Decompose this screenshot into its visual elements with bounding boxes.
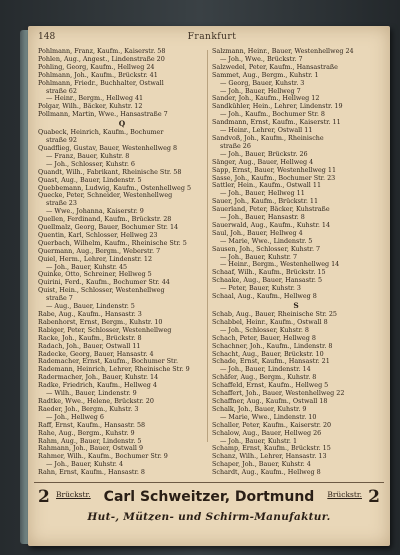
directory-entry: — Franz, Bauer, Kuhstr. 8 bbox=[46, 151, 130, 160]
directory-entry: Schalk, Joh., Bauer, Kuhstr. 9 bbox=[212, 404, 307, 413]
directory-entry: Schach, Peter, Bauer, Hellweg 8 bbox=[212, 333, 316, 342]
directory-entry: Schaller, Peter, Kaufm., Kaiserstr. 20 bbox=[212, 420, 332, 429]
directory-entry: — Joh., Kaufm., Bochumer Str. 8 bbox=[220, 110, 325, 119]
directory-entry: — Marie, Wwe., Lindenstr. 5 bbox=[220, 236, 313, 245]
directory-entry: Raeder, Joh., Bergm., Kuhstr. 3 bbox=[38, 404, 139, 413]
directory-entry: Rademacher, Ernst, Kaufm., Bochumer Str. bbox=[38, 357, 178, 366]
directory-entry: Schaffert, Joh., Bauer, Westenhellweg 22 bbox=[212, 389, 345, 398]
directory-entry: — Joh., Bauer, Hansastr. 8 bbox=[220, 213, 305, 222]
directory-entry: — Joh., Bauer, Kuhstr. 4 bbox=[46, 460, 124, 469]
directory-entry: — Joh., Schlosser, Kuhstr. 8 bbox=[220, 325, 309, 334]
directory-entry: Sauerland, Peter, Bäcker, Kuhstraße bbox=[212, 205, 330, 214]
directory-entry: Rabiger, Peter, Schlosser, Westenhellweg bbox=[38, 325, 172, 334]
directory-entry: Pohlmann, Franz, Kaufm., Kaiserstr. 58 bbox=[38, 47, 166, 55]
directory-entry: Sattler, Hein., Kaufm., Ostwall 11 bbox=[212, 181, 322, 190]
directory-entry: Quellen, Ferdinand, Kaufm., Brückstr. 28 bbox=[38, 215, 172, 224]
directory-entry: Schaffeld, Ernst, Kaufm., Hellweg 5 bbox=[212, 381, 329, 390]
directory-entry: Schabbel, Heinr., Kaufm., Ostwall 8 bbox=[212, 317, 328, 326]
directory-entry: straße 62 bbox=[46, 86, 77, 95]
directory-entry: Quist, Hein., Schlosser, Westenhellweg bbox=[38, 286, 165, 295]
directory-entry: — Heinr., Bergm., Hellweg 41 bbox=[46, 94, 144, 103]
directory-entry: Radach, Joh., Bauer, Ostwall 11 bbox=[38, 341, 141, 350]
directory-entry: Schalow, Aug., Bauer, Hellweg 26 bbox=[212, 428, 322, 437]
directory-entry: Quast, Aug., Bauer, Lindenstr. 5 bbox=[38, 175, 142, 184]
directory-entry: Quellmalz, Georg, Bauer, Bochumer Str. 14 bbox=[38, 223, 179, 232]
section-letter: S bbox=[293, 301, 299, 310]
directory-entry: Sammet, Aug., Bergm., Kuhstr. 1 bbox=[212, 70, 319, 79]
ad-street-left: Brückstr. bbox=[56, 490, 91, 499]
directory-entry: Racke, Joh., Kaufm., Brückstr. 8 bbox=[38, 333, 142, 342]
directory-entry: Quiel, Herm., Lehrer, Lindenstr. 12 bbox=[38, 254, 153, 263]
page-number: 148 bbox=[38, 32, 56, 42]
left-column bbox=[38, 47, 206, 477]
directory-entry: Quadflieg, Gustav, Bauer, Westenhellweg 8 bbox=[38, 143, 178, 152]
running-head: Frankfurt bbox=[187, 32, 237, 42]
directory-entry: Polgar, Wilh., Bäcker, Kuhstr. 12 bbox=[38, 102, 143, 111]
directory-entry: Sandmann, Ernst, Kaufm., Kaiserstr. 11 bbox=[212, 118, 341, 127]
directory-entry: Sänger, Aug., Bauer, Hellweg 4 bbox=[212, 157, 314, 166]
directory-entry: Rahmer, Wilh., Kaufm., Bochumer Str. 9 bbox=[38, 452, 168, 461]
directory-entry: Rabenhorst, Ernst, Bergm., Kuhstr. 10 bbox=[38, 317, 163, 326]
directory-entry: Quinke, Otto, Schreiner, Hellweg 5 bbox=[38, 270, 152, 279]
directory-entry: Quandt, Wilh., Fabrikant, Rheinische Str. 58 bbox=[38, 167, 182, 176]
directory-entry: Sasse, Joh., Kaufm., Bochumer Str. 23 bbox=[212, 173, 336, 182]
directory-entry: Radke, Friedrich, Kaufm., Hellweg 4 bbox=[38, 381, 157, 390]
directory-entry: Rademann, Heinrich, Lehrer, Rheinische Str. 9 bbox=[38, 365, 190, 374]
directory-entry: — Marie, Wwe., Lindenstr. 10 bbox=[220, 412, 317, 421]
directory-entry: — Joh., Bauer, Kuhstr. 45 bbox=[46, 262, 128, 271]
directory-entry: Schachner, Joh., Kaufm., Lindenstr. 8 bbox=[212, 341, 333, 350]
ad-street-right: Brückstr. bbox=[327, 490, 362, 499]
directory-entry: — Wwe., Johanna, Kaiserstr. 9 bbox=[46, 207, 144, 216]
directory-entry: Schaffner, Aug., Kaufm., Ostwall 18 bbox=[212, 396, 328, 405]
directory-entry: Rahe, Aug., Bergm., Kuhstr. 9 bbox=[38, 428, 135, 437]
directory-entry: — Joh., Bauer, Kuhstr. 1 bbox=[220, 436, 298, 445]
advertisement-banner bbox=[34, 482, 384, 535]
directory-entry: Radermacher, Joh., Bauer, Kuhstr. 14 bbox=[38, 373, 159, 382]
directory-entry: straße 92 bbox=[46, 136, 77, 145]
directory-entry: Schaper, Joh., Bauer, Kuhstr. 4 bbox=[212, 460, 311, 469]
directory-entry: Pohlmann, Friedr., Buchhalter, Ostwall bbox=[38, 78, 164, 87]
directory-entry: Quermann, Aug., Bergm., Weberstr. 7 bbox=[38, 246, 161, 255]
directory-entry: Schamp, Ernst, Kaufm., Brückstr. 15 bbox=[212, 444, 331, 453]
directory-entry: Pohlen, Aug., Angest., Lindenstraße 20 bbox=[38, 54, 165, 63]
directory-entry: — Wilh., Bauer, Lindenstr. 9 bbox=[46, 389, 137, 398]
book-page bbox=[28, 26, 390, 546]
directory-entry: Sausen, Joh., Schlosser, Kuhstr. 7 bbox=[212, 244, 321, 253]
directory-entry: Rahn, Ernst, Kaufm., Hansastr. 8 bbox=[38, 468, 145, 477]
directory-entry: Saul, Joh., Bauer, Hellweg 4 bbox=[212, 228, 303, 237]
directory-entry: Schacht, Aug., Bauer, Brückstr. 10 bbox=[212, 349, 324, 358]
ad-house-number-left: 2 bbox=[38, 487, 50, 507]
directory-entry: Sauer, Joh., Kaufm., Brückstr. 11 bbox=[212, 197, 319, 206]
directory-entry: Schaake, Aug., Bauer, Hansastr. 5 bbox=[212, 276, 323, 285]
directory-entry: Radtke, Wwe., Helene, Brückstr. 20 bbox=[38, 396, 154, 405]
directory-entry: Pollmann, Martin, Wwe., Hansastraße 7 bbox=[38, 110, 168, 119]
directory-entry: Sandkühler, Hein., Lehrer, Lindenstr. 19 bbox=[212, 102, 343, 111]
directory-entry: — Joh., Bauer, Kuhstr. 7 bbox=[220, 252, 298, 261]
directory-entry: straße 26 bbox=[220, 141, 251, 150]
column-divider bbox=[207, 50, 208, 442]
directory-entry: Salzwedel, Peter, Kaufm., Hansastraße bbox=[212, 62, 338, 71]
directory-entry: Sandvoß, Joh., Kaufm., Rheinische bbox=[212, 133, 324, 142]
directory-entry: — Heinr., Bergm., Westenhellweg 14 bbox=[220, 260, 340, 269]
directory-entry: — Georg, Bauer, Kuhstr. 3 bbox=[220, 78, 305, 87]
directory-entry: Schab, Aug., Bauer, Rheinische Str. 25 bbox=[212, 310, 337, 318]
page-header bbox=[38, 32, 386, 44]
directory-entry: — Joh., Schlosser, Kuhstr. 6 bbox=[46, 159, 135, 168]
directory-entry: straße 7 bbox=[46, 294, 73, 303]
directory-entry: — Joh., Bauer, Hellweg 11 bbox=[220, 189, 305, 198]
directory-entry: Schaaf, Wilh., Kaufm., Brückstr. 15 bbox=[212, 268, 326, 277]
directory-entry: — Joh., Bauer, Lindenstr. 14 bbox=[220, 365, 311, 374]
ad-tagline: Hut-, Mützen- und Schirm-Manufaktur. bbox=[87, 511, 331, 523]
directory-entry: Raff, Ernst, Kaufm., Hansastr. 58 bbox=[38, 420, 146, 429]
advertisement-headline bbox=[34, 487, 384, 507]
directory-entry: Quecke, Peter, Schneider, Westenhellweg bbox=[38, 191, 173, 200]
section-letter: Q bbox=[118, 119, 126, 129]
directory-entry: straße 23 bbox=[46, 199, 77, 208]
directory-entry: — Joh., Bauer, Brückstr. 26 bbox=[220, 149, 308, 158]
ad-company-name: Carl Schweitzer, Dortmund bbox=[103, 489, 315, 505]
directory-entry: — Joh., Wwe., Brückstr. 7 bbox=[220, 54, 303, 63]
directory-entry: Schardt, Aug., Kaufm., Hellweg 8 bbox=[212, 468, 321, 477]
directory-entry: — Heinr., Lehrer, Ostwall 11 bbox=[220, 126, 313, 135]
directory-entry: Salzmann, Heinr., Bauer, Westenhellweg 24 bbox=[212, 47, 354, 55]
directory-entry: Quabeck, Heinrich, Kaufm., Bochumer bbox=[38, 128, 164, 137]
directory-entry: Quebbemann, Ludwig, Kaufm., Ostenhellweg 5 bbox=[38, 183, 192, 192]
directory-entry: Quentin, Karl, Schlosser, Hellweg 23 bbox=[38, 230, 158, 239]
directory-entry: Querbach, Wilhelm, Kaufm., Rheinische Str. 5 bbox=[38, 238, 187, 247]
directory-entry: Sapp, Ernst, Bauer, Westenhellweg 11 bbox=[212, 165, 337, 174]
right-column bbox=[212, 47, 380, 477]
directory-entry: Rahmann, Joh., Bauer, Ostwall 9 bbox=[38, 444, 144, 453]
directory-entry: Schade, Ernst, Kaufm., Hansastr. 21 bbox=[212, 357, 330, 366]
directory-entry: — Peter, Bauer, Kuhstr. 3 bbox=[220, 284, 301, 293]
directory-entry: Pohlmann, Joh., Kaufm., Brückstr. 41 bbox=[38, 70, 158, 79]
directory-entry: Schanz, Wilh., Lehrer, Hansastr. 13 bbox=[212, 452, 327, 461]
directory-entry: Sauerwald, Aug., Kaufm., Kuhstr. 14 bbox=[212, 220, 331, 229]
directory-entry: — Joh., Bauer, Hellweg 7 bbox=[220, 86, 301, 95]
directory-entry: — Joh., Hellweg 6 bbox=[46, 412, 104, 421]
ad-house-number-right: 2 bbox=[368, 487, 380, 507]
directory-entry: Radecke, Georg, Bauer, Hansastr. 4 bbox=[38, 349, 154, 358]
directory-entry: Rabe, Aug., Kaufm., Hansastr. 3 bbox=[38, 310, 142, 318]
directory-entry: Schäfer, Aug., Bergm., Kuhstr. 8 bbox=[212, 373, 317, 382]
directory-entry: Rahm, Aug., Bauer, Lindenstr. 5 bbox=[38, 436, 142, 445]
directory-entry: — Aug., Bauer, Lindenstr. 5 bbox=[46, 302, 135, 311]
directory-entry: Sander, Joh., Kaufm., Hellweg 12 bbox=[212, 94, 320, 103]
directory-entry: Quirini, Ferd., Kaufm., Bochumer Str. 44 bbox=[38, 278, 170, 287]
directory-entry: Schaal, Aug., Kaufm., Hellweg 8 bbox=[212, 292, 317, 301]
directory-entry: Pohling, Georg, Kaufm., Hellweg 24 bbox=[38, 62, 155, 71]
